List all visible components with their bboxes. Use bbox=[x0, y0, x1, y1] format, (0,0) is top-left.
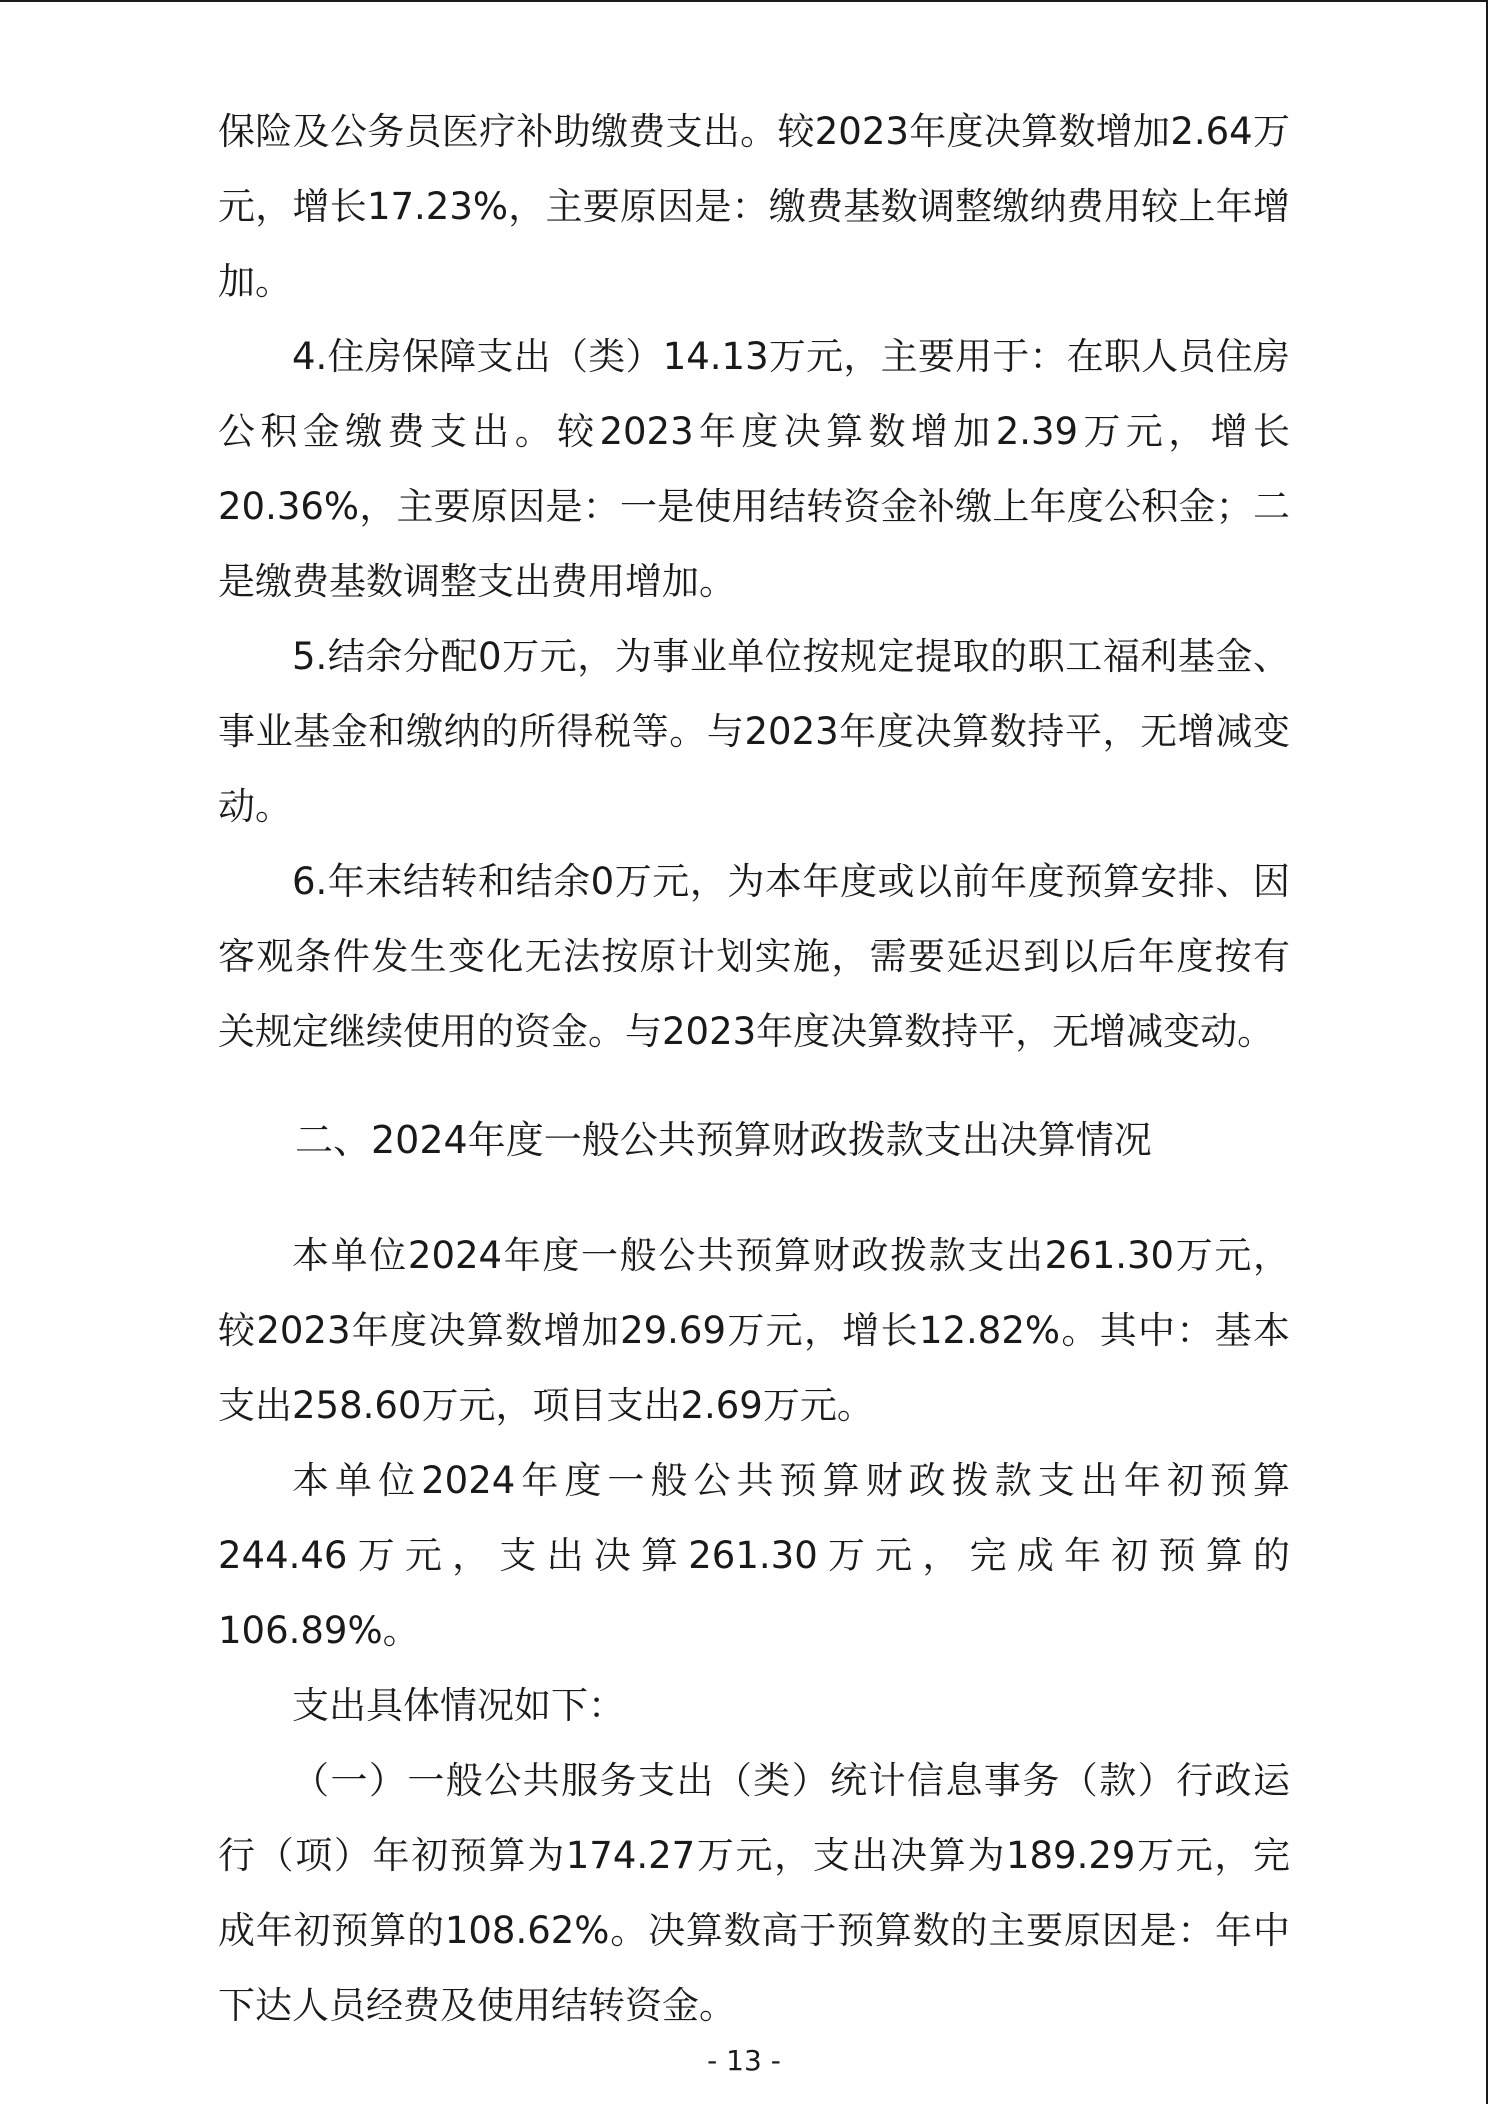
paragraph-budget-completion: 本单位2024年度一般公共预算财政拨款支出年初预算244.46万元，支出决算261.30万元，完成年初预算的106.89%。 bbox=[218, 1459, 1290, 1652]
page-number: - 13 - bbox=[707, 2044, 781, 2077]
paragraph-surplus-distribution: 5.结余分配0万元，为事业单位按规定提取的职工福利基金、事业基金和缴纳的所得税等。与2023年度决算数持平，无增减变动。 bbox=[218, 635, 1290, 828]
paragraph-housing-expenditure: 4.住房保障支出（类）14.13万元，主要用于：在职人员住房公积金缴费支出。较2023年度决算数增加2.39万元，增长20.36%，主要原因是：一是使用结转资金补缴上年度公积金；二是缴费基数调整支出费用增加。 bbox=[218, 335, 1290, 603]
body-text-upper bbox=[218, 94, 1290, 1069]
paragraph-appropriation-total: 本单位2024年度一般公共预算财政拨款支出261.30万元，较2023年度决算数增加29.69万元，增长12.82%。其中：基本支出258.60万元，项目支出2.69万元。 bbox=[218, 1234, 1290, 1427]
paragraph-general-public-services: （一）一般公共服务支出（类）统计信息事务（款）行政运行（项）年初预算为174.27万元，支出决算为189.29万元，完成年初预算的108.62%。决算数高于预算数的主要原因是：年中下达人员经费及使用结转资金。 bbox=[218, 1759, 1290, 2027]
section-heading: 二、2024年度一般公共预算财政拨款支出决算情况 bbox=[295, 1118, 1152, 1162]
body-text-lower bbox=[218, 1218, 1290, 2043]
paragraph-details-intro: 支出具体情况如下： bbox=[292, 1684, 625, 1727]
paragraph-year-end-carryover: 6.年末结转和结余0万元，为本年度或以前年度预算安排、因客观条件发生变化无法按原计划实施，需要延迟到以后年度按有关规定继续使用的资金。与2023年度决算数持平，无增减变动。 bbox=[218, 860, 1290, 1053]
paragraph-insurance-continuation: 保险及公务员医疗补助缴费支出。较2023年度决算数增加2.64万元，增长17.23%，主要原因是：缴费基数调整缴纳费用较上年增加。 bbox=[218, 110, 1290, 303]
